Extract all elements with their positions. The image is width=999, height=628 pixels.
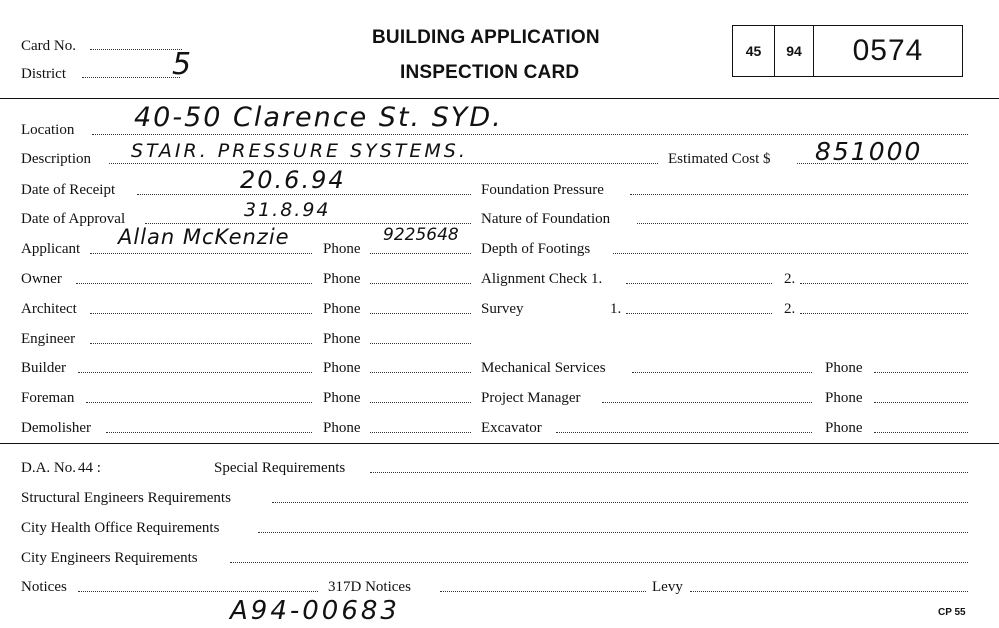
demolisher-phone-label: Phone: [323, 420, 361, 436]
foreman-field[interactable]: [86, 402, 312, 403]
notices-317d-field[interactable]: [440, 591, 646, 592]
district-label: District: [21, 66, 66, 82]
owner-label: Owner: [21, 271, 62, 287]
excavator-field[interactable]: [556, 432, 812, 433]
notices-317d-label: 317D Notices: [328, 579, 411, 595]
notices-field[interactable]: [78, 591, 318, 592]
reference-number: A94-00683: [230, 596, 400, 626]
city-health-label: City Health Office Requirements: [21, 520, 220, 536]
project-manager-field[interactable]: [602, 402, 812, 403]
project-manager-phone-label: Phone: [825, 390, 863, 406]
form-code: CP 55: [938, 607, 966, 618]
estimated-cost-label: Estimated Cost $: [668, 151, 771, 167]
architect-label: Architect: [21, 301, 77, 317]
demolisher-phone-field[interactable]: [370, 432, 471, 433]
levy-label: Levy: [652, 579, 683, 595]
date-of-approval-field[interactable]: [145, 223, 471, 224]
project-manager-label: Project Manager: [481, 390, 581, 406]
alignment-check-1-field[interactable]: [626, 283, 772, 284]
mechanical-services-label: Mechanical Services: [481, 360, 606, 376]
foreman-phone-label: Phone: [323, 390, 361, 406]
date-of-receipt-value: 20.6.94: [240, 166, 346, 194]
architect-phone-label: Phone: [323, 301, 361, 317]
demolisher-label: Demolisher: [21, 420, 91, 436]
depth-of-footings-label: Depth of Footings: [481, 241, 591, 257]
alignment-check-2-label: 2.: [784, 271, 796, 287]
engineer-phone-label: Phone: [323, 331, 361, 347]
date-of-receipt-label: Date of Receipt: [21, 182, 116, 198]
applicant-phone-label: Phone: [323, 241, 361, 257]
description-field[interactable]: [109, 163, 658, 164]
survey-1-field[interactable]: [626, 313, 772, 314]
card-no-field[interactable]: [90, 49, 182, 50]
foundation-pressure-field[interactable]: [630, 194, 968, 195]
applicant-phone-field[interactable]: [370, 253, 471, 254]
title-line-1: BUILDING APPLICATION: [372, 27, 600, 48]
builder-phone-label: Phone: [323, 360, 361, 376]
applicant-field[interactable]: [90, 253, 312, 254]
architect-phone-field[interactable]: [370, 313, 471, 314]
card-no-label: Card No.: [21, 38, 76, 54]
survey-2-label: 2.: [784, 301, 796, 317]
architect-field[interactable]: [90, 313, 312, 314]
builder-phone-field[interactable]: [370, 372, 471, 373]
code-a: 45: [733, 26, 775, 76]
city-engineers-label: City Engineers Requirements: [21, 550, 198, 566]
project-manager-phone-field[interactable]: [874, 402, 968, 403]
da-no-label: D.A. No.: [21, 460, 76, 476]
mechanical-services-phone-field[interactable]: [874, 372, 968, 373]
notices-label: Notices: [21, 579, 67, 595]
excavator-phone-field[interactable]: [874, 432, 968, 433]
foreman-phone-field[interactable]: [370, 402, 471, 403]
foundation-pressure-label: Foundation Pressure: [481, 182, 604, 198]
alignment-check-2-field[interactable]: [800, 283, 968, 284]
survey-label: Survey: [481, 301, 524, 317]
engineer-label: Engineer: [21, 331, 76, 347]
nature-of-foundation-field[interactable]: [637, 223, 968, 224]
excavator-phone-label: Phone: [825, 420, 863, 436]
location-field[interactable]: [92, 134, 968, 135]
card-code-box: [732, 25, 963, 77]
date-of-approval-value: 31.8.94: [244, 199, 331, 221]
special-requirements-label: Special Requirements: [214, 460, 346, 476]
survey-2-field[interactable]: [800, 313, 968, 314]
district-value: 5: [172, 47, 194, 82]
owner-field[interactable]: [76, 283, 312, 284]
description-value: STAIR. PRESSURE SYSTEMS.: [131, 140, 468, 162]
da-no-value: 44 :: [78, 460, 101, 476]
builder-field[interactable]: [78, 372, 312, 373]
special-requirements-field[interactable]: [370, 472, 968, 473]
alignment-check-label: Alignment Check 1.: [481, 271, 603, 287]
header-rule: [0, 98, 999, 99]
excavator-label: Excavator: [481, 420, 542, 436]
demolisher-field[interactable]: [106, 432, 312, 433]
date-of-receipt-field[interactable]: [137, 194, 471, 195]
structural-engineers-field[interactable]: [272, 502, 968, 503]
owner-phone-label: Phone: [323, 271, 361, 287]
city-health-field[interactable]: [258, 532, 968, 533]
location-label: Location: [21, 122, 75, 138]
mechanical-services-field[interactable]: [632, 372, 812, 373]
title-line-2: INSPECTION CARD: [400, 62, 580, 83]
date-of-approval-label: Date of Approval: [21, 211, 126, 227]
owner-phone-field[interactable]: [370, 283, 471, 284]
structural-engineers-label: Structural Engineers Requirements: [21, 490, 231, 506]
applicant-value: Allan McKenzie: [118, 225, 290, 249]
card-number: 0574: [852, 34, 924, 67]
code-b: 94: [775, 26, 814, 76]
levy-field[interactable]: [690, 591, 968, 592]
location-value: 40-50 Clarence St. SYD.: [134, 102, 503, 133]
city-engineers-field[interactable]: [230, 562, 968, 563]
mechanical-services-phone-label: Phone: [825, 360, 863, 376]
survey-1-label: 1.: [610, 301, 622, 317]
engineer-phone-field[interactable]: [370, 343, 471, 344]
estimated-cost-value: 851000: [815, 137, 923, 166]
nature-of-foundation-label: Nature of Foundation: [481, 211, 611, 227]
applicant-label: Applicant: [21, 241, 81, 257]
engineer-field[interactable]: [90, 343, 312, 344]
description-label: Description: [21, 151, 91, 167]
depth-of-footings-field[interactable]: [613, 253, 968, 254]
foreman-label: Foreman: [21, 390, 75, 406]
applicant-phone-value: 9225648: [383, 225, 459, 245]
builder-label: Builder: [21, 360, 66, 376]
district-field[interactable]: [82, 77, 180, 78]
details-rule: [0, 443, 999, 444]
